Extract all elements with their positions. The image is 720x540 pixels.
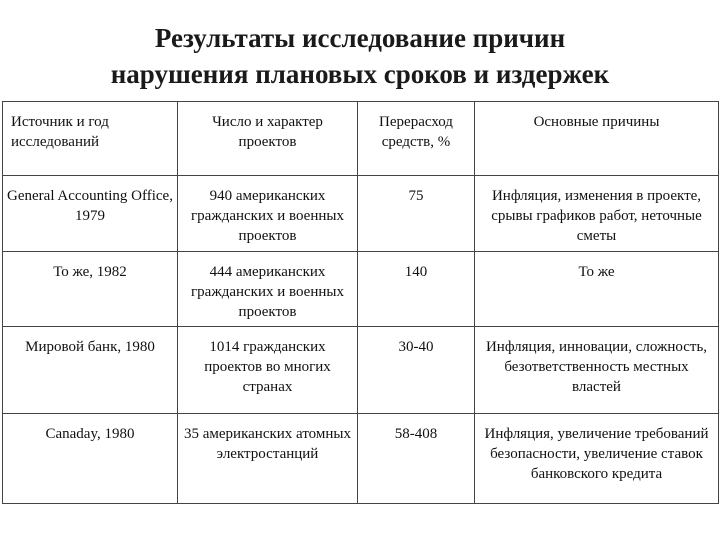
table-header-row [3, 102, 719, 176]
cell-projects: 1014 гражданских проектов во многих странах [178, 327, 358, 414]
cell-overrun: 140 [358, 252, 475, 327]
cell-projects: 940 американских гражданских и военных проектов [178, 176, 358, 252]
header-overrun: Перерасход средств, % [358, 102, 475, 176]
page-title [0, 20, 720, 92]
table-row [3, 176, 719, 252]
header-source: Источник и год исследований [3, 102, 178, 176]
table-row [3, 327, 719, 414]
cell-causes: То же [475, 252, 719, 327]
title-line-1: Результаты исследование причин [154, 23, 566, 53]
title-line-2: нарушения плановых сроков и издержек [110, 59, 610, 89]
cell-projects: 444 американских гражданских и военных проектов [178, 252, 358, 327]
cell-causes: Инфляция, инновации, сложность, безответственность местных властей [475, 327, 719, 414]
cell-projects: 35 американских атомных электростанций [178, 414, 358, 504]
table-row [3, 414, 719, 504]
cell-source: Canaday, 1980 [3, 414, 178, 504]
research-table [2, 101, 719, 504]
header-projects: Число и характер проектов [178, 102, 358, 176]
cell-causes: Инфляция, изменения в проекте, срывы графиков работ, неточные сметы [475, 176, 719, 252]
cell-source: То же, 1982 [3, 252, 178, 327]
cell-overrun: 75 [358, 176, 475, 252]
cell-overrun: 30-40 [358, 327, 475, 414]
header-causes: Основные причины [475, 102, 719, 176]
cell-source: General Accounting Office, 1979 [3, 176, 178, 252]
table-row [3, 252, 719, 327]
cell-overrun: 58-408 [358, 414, 475, 504]
cell-causes: Инфляция, увеличение требований безопасности, увеличение ставок банковского кредита [475, 414, 719, 504]
cell-source: Мировой банк, 1980 [3, 327, 178, 414]
